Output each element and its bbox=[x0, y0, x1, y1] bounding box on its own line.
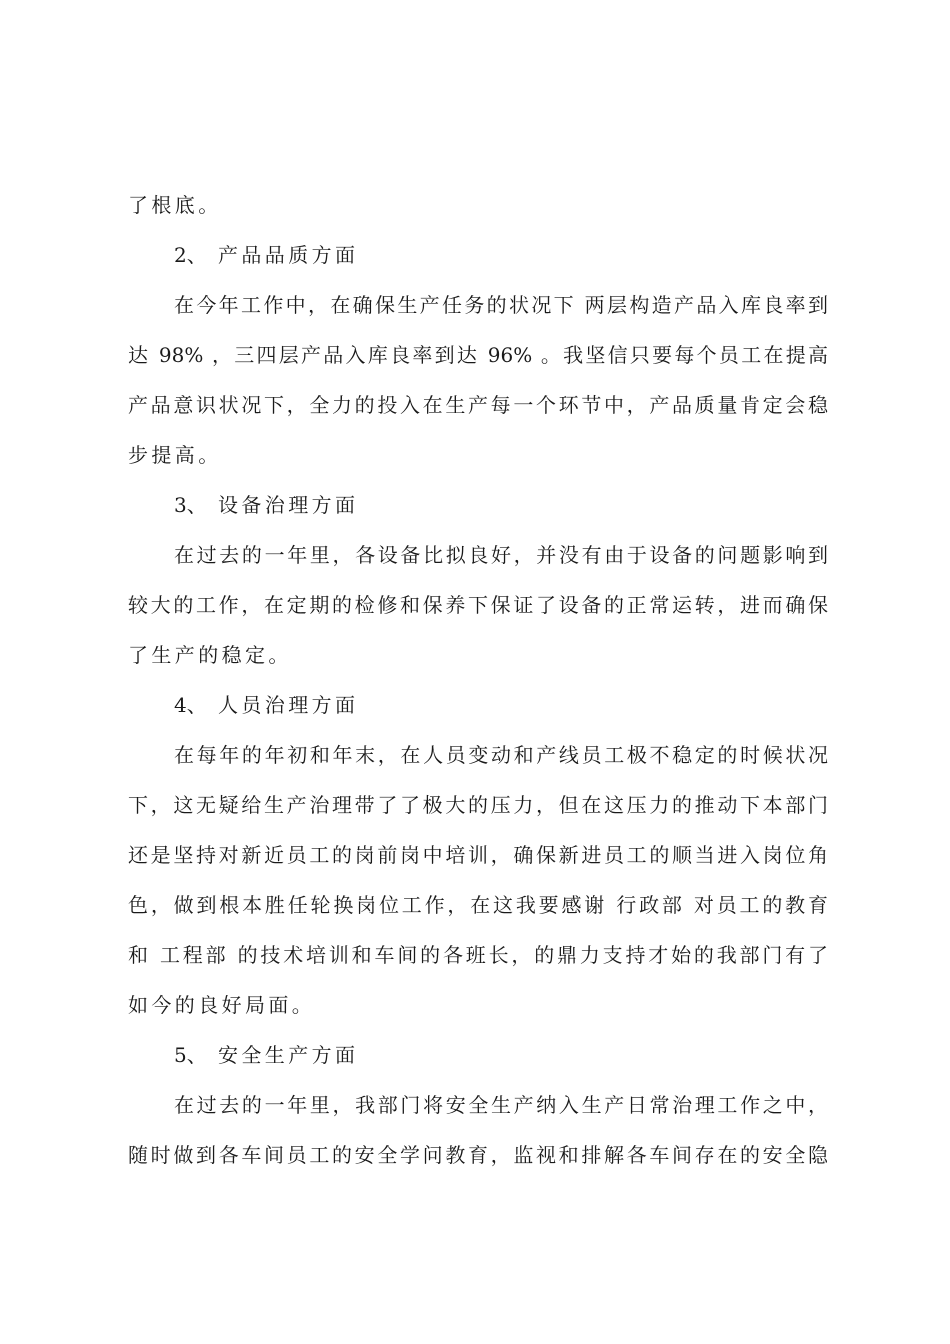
paragraph-line: 步提高。 bbox=[128, 443, 222, 467]
paragraph-line: 在过去的一年里，我部门将安全生产纳入生产日常治理工作之中， bbox=[174, 1093, 828, 1117]
heading-number: 4、 bbox=[174, 693, 207, 717]
paragraph-line: 下，这无疑给生产治理带了了极大的压力，但在这压力的推动下本部门 bbox=[128, 793, 828, 817]
heading-title: 安全生产方面 bbox=[218, 1043, 359, 1067]
heading-title: 产品品质方面 bbox=[218, 243, 359, 267]
paragraph-line: 在过去的一年里，各设备比拟良好，并没有由于设备的问题影响到 bbox=[174, 543, 828, 567]
paragraph-line: 产品意识状况下，全力的投入在生产每一个环节中，产品质量肯定会稳 bbox=[128, 393, 828, 417]
paragraph-line: 达 98% ，三四层产品入库良率到达 96% 。我坚信只要每个员工在提高 bbox=[128, 343, 828, 367]
paragraph-line: 还是坚持对新近员工的岗前岗中培训，确保新进员工的顺当进入岗位角 bbox=[128, 843, 828, 867]
paragraph-line: 在今年工作中，在确保生产任务的状况下 两层构造产品入库良率到 bbox=[174, 293, 828, 317]
section-heading-equipment bbox=[174, 490, 874, 520]
section-heading-quality bbox=[174, 240, 874, 270]
paragraph-line: 色，做到根本胜任轮换岗位工作，在这我要感谢 行政部 对员工的教育 bbox=[128, 893, 828, 917]
section-heading-safety bbox=[174, 1040, 874, 1070]
paragraph-line: 在每年的年初和年末，在人员变动和产线员工极不稳定的时候状况 bbox=[174, 743, 828, 767]
paragraph-line: 了根底。 bbox=[128, 193, 222, 217]
heading-title: 设备治理方面 bbox=[218, 493, 359, 517]
paragraph-line: 较大的工作，在定期的检修和保养下保证了设备的正常运转，进而确保 bbox=[128, 593, 828, 617]
paragraph-line: 和 工程部 的技术培训和车间的各班长，的鼎力支持才始的我部门有了 bbox=[128, 943, 828, 967]
heading-title: 人员治理方面 bbox=[218, 693, 359, 717]
paragraph-line: 如今的良好局面。 bbox=[128, 993, 316, 1017]
paragraph-line: 了生产的稳定。 bbox=[128, 643, 292, 667]
heading-number: 5、 bbox=[174, 1043, 207, 1067]
section-heading-personnel bbox=[174, 690, 874, 720]
paragraph-line: 随时做到各车间员工的安全学问教育，监视和排解各车间存在的安全隐 bbox=[128, 1143, 828, 1167]
heading-number: 3、 bbox=[174, 493, 207, 517]
heading-number: 2、 bbox=[174, 243, 207, 267]
